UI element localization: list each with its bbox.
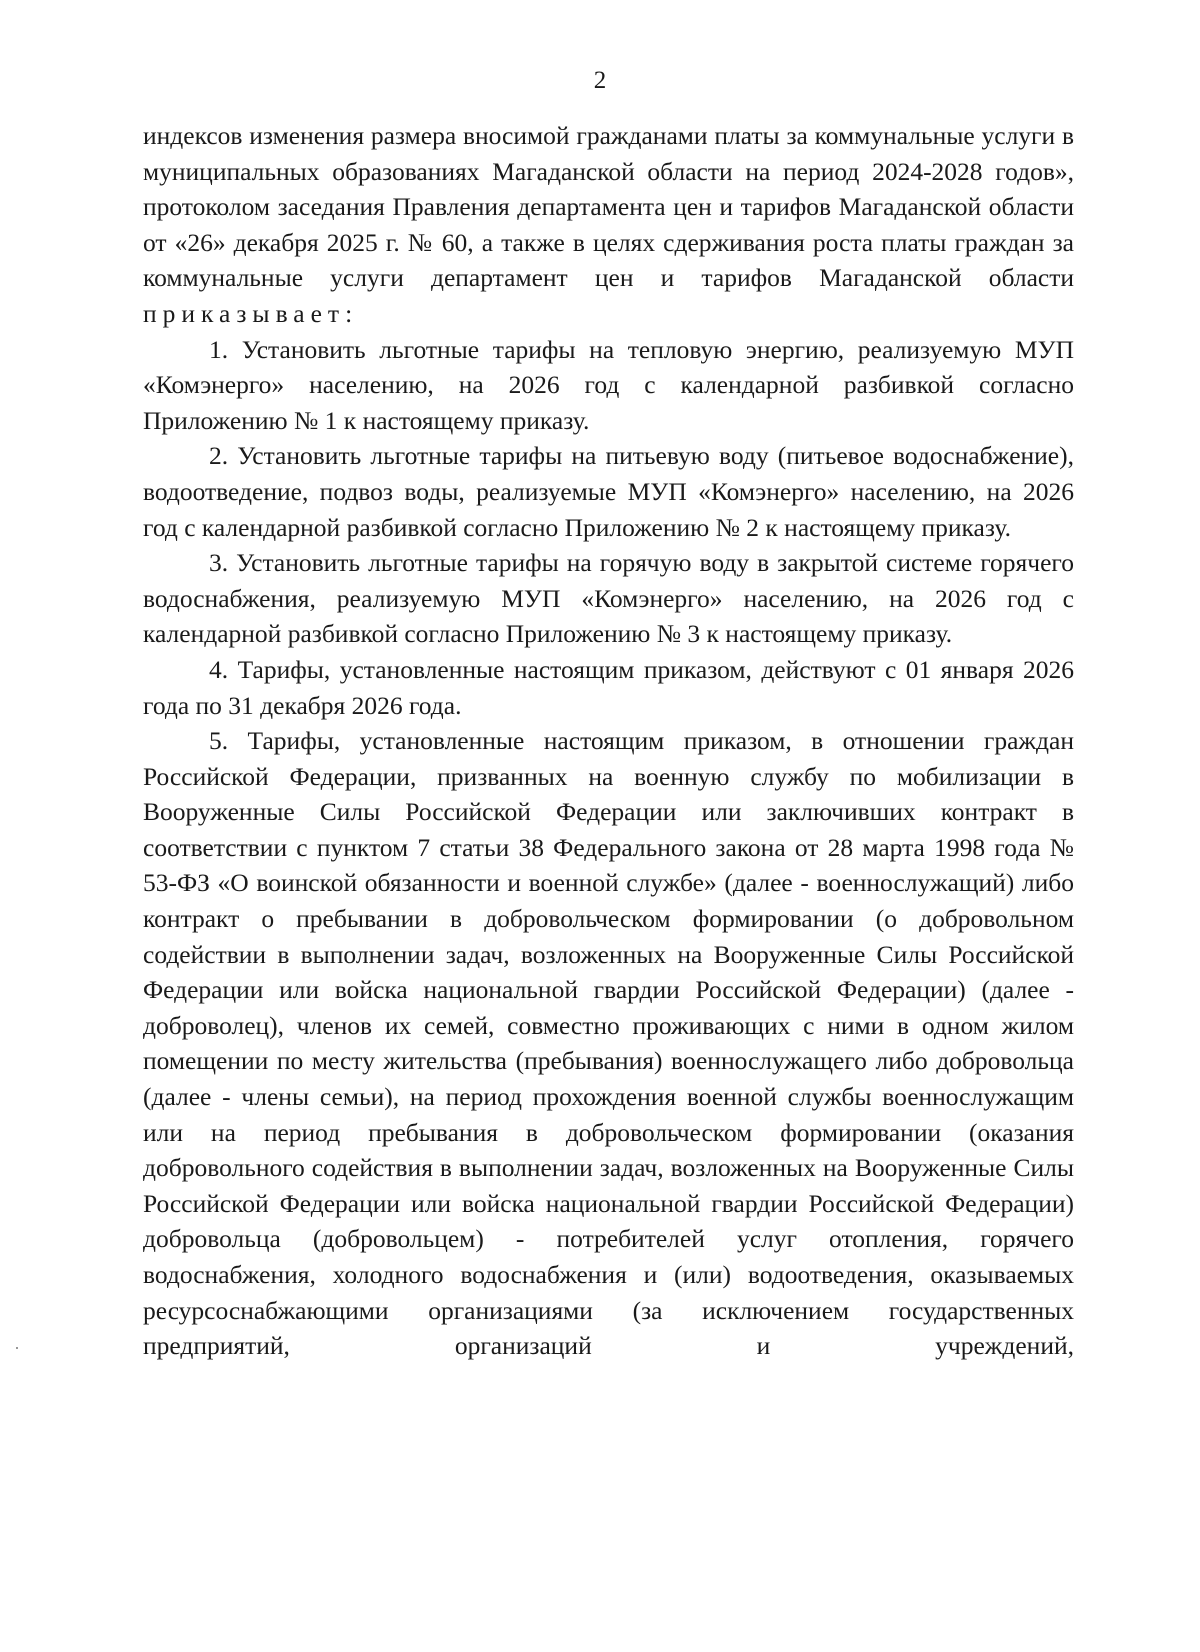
page-number: 2 [593,67,607,94]
document-body [143,118,1074,1364]
intro-paragraph [143,118,1074,332]
item-1-paragraph: 1. Установить льготные тарифы на тепловую энергию, реализуемую МУП «Комэнерго» населению, на 2026 год с календарной разбивкой согласно Приложению № 1 к настоящему приказу. [143,334,1074,435]
item-2-paragraph: 2. Установить льготные тарифы на питьевую воду (питьевое водоснабжение), водоотведение, подвоз воды, реализуемые МУП «Комэнерго» населению, на 2026 год с календарной разбивкой согласно Приложению № 2 к настоящему приказу. [143,441,1074,542]
item-5-paragraph: 5. Тарифы, установленные настоящим приказом, в отношении граждан Российской Федерации, призванных на военную службу по мобилизации в Вооруженные Силы Российской Федерации или заключивших контракт в соответствии с пунктом 7 статьи 38 Федерального закона от 28 марта 1998 года № 53-ФЗ «О воинской обязанности и военной службе» (далее - военнослужащий) либо контракт о пребывании в добровольческом формировании (о добровольном содействии в выполнении задач, возложенных на Вооруженные Силы Российской Федерации или войска национальной гвардии Российской Федерации) (далее - доброволец), членов их семей, совместно проживающих с ними в одном жилом помещении по месту жительства (пребывания) военнослужащего либо добровольца (далее - члены семьи), на период прохождения военной службы военнослужащим или на период пребывания в добровольческом формировании (оказания добровольного содействия в выполнении задач, возложенных на Вооруженные Силы Российской Федерации или войска национальной гвардии Российской Федерации) добровольца (добровольцем) - потребителей услуг отопления, горячего водоснабжения, холодного водоснабжения и (или) водоотведения, оказываемых ресурсоснабжающими организациями (за исключением государственных предприятий, организаций и учреждений, [143,726,1074,1361]
scan-speck [16,1347,18,1349]
intro-text: индексов изменения размера вносимой гражданами платы за коммунальные услуги в муниципальных образованиях Магаданской области на период 2024-2028 годов», протоколом заседания Правления департамента цен и тарифов Магаданской области от «26» декабря 2025 г. № 60, а также в целях сдерживания роста платы граждан за коммунальные услуги департамент цен и тарифов Магаданской области [143,121,1074,293]
item-4-paragraph: 4. Тарифы, установленные настоящим приказом, действуют с 01 января 2026 года по 31 декабря 2026 года. [143,654,1074,720]
item-3-paragraph: 3. Установить льготные тарифы на горячую воду в закрытой системе горячего водоснабжения, реализуемую МУП «Комэнерго» населению, на 2026 год с календарной разбивкой согласно Приложению № 3 к настоящему приказу. [143,548,1074,649]
intro-end: : [345,298,353,328]
order-word: приказывает [143,298,346,328]
